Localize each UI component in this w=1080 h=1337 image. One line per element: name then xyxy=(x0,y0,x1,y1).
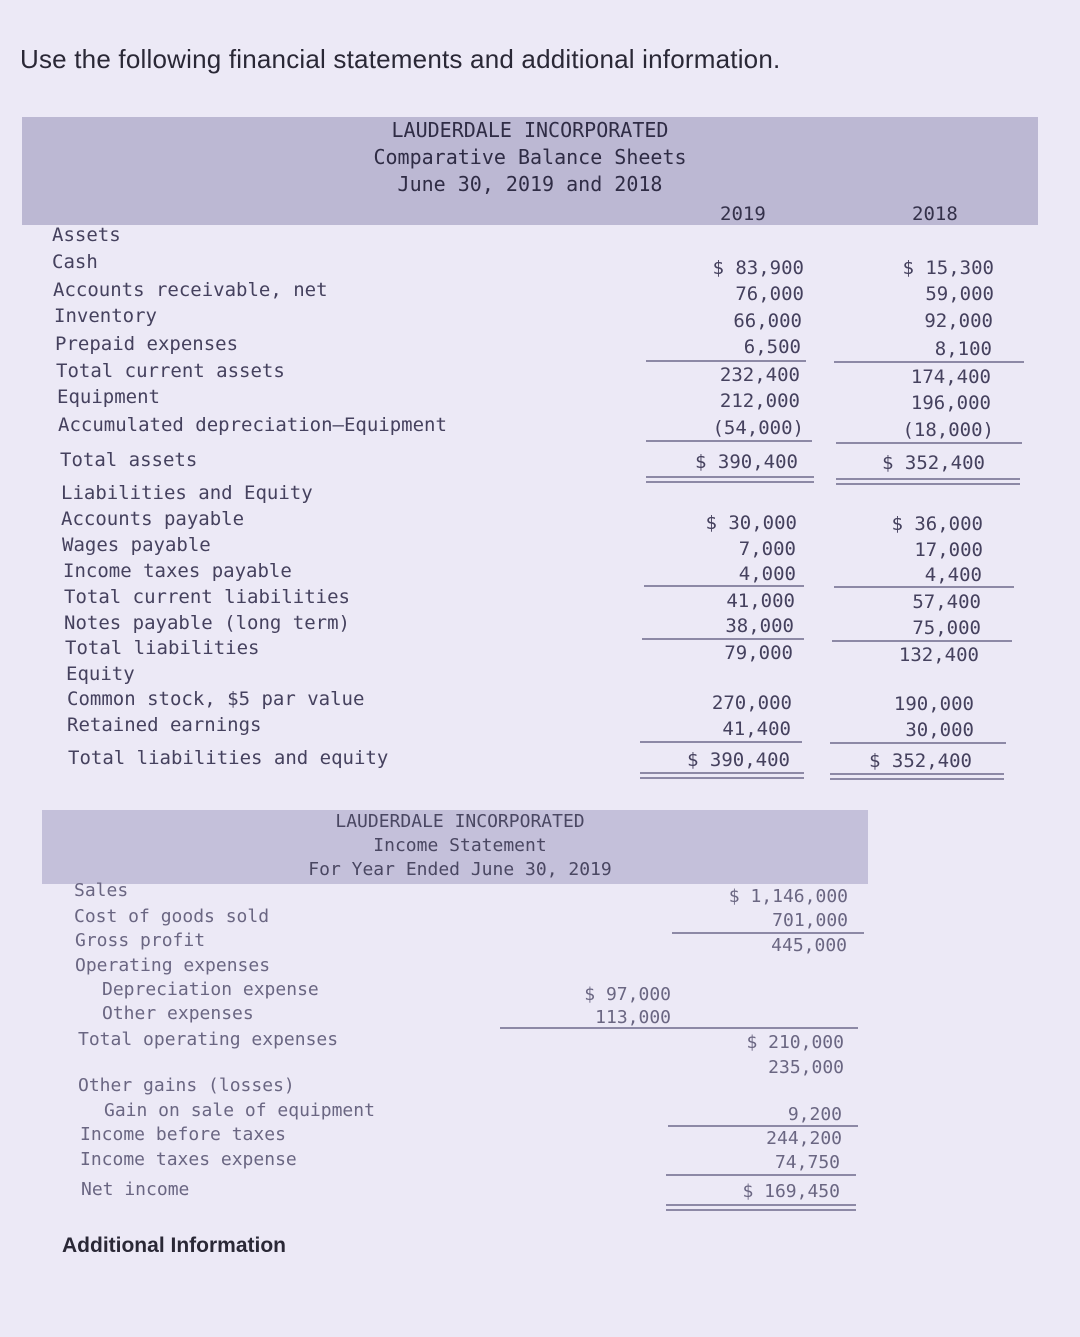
rule-current-assets-2018 xyxy=(834,361,1024,363)
wages-2019: 7,000 xyxy=(738,538,796,560)
total-liab-equity-2018: $ 352,400 xyxy=(869,750,972,772)
row-label-accum-dep: Accumulated depreciation—Equipment xyxy=(58,414,447,436)
row-label-notes-payable: Notes payable (long term) xyxy=(64,612,350,634)
total-current-liab-2019: 41,000 xyxy=(726,590,795,612)
total-liabilities-2018: 132,400 xyxy=(898,644,979,666)
row-label-wages: Wages payable xyxy=(62,534,211,556)
is-total-opex: $ 210,000 xyxy=(746,1032,844,1053)
is-gross: 445,000 xyxy=(771,935,847,956)
is-cogs: 701,000 xyxy=(772,910,848,931)
is-label-pretax: Income before taxes xyxy=(80,1124,286,1145)
prepaid-2019: 6,500 xyxy=(743,336,801,358)
row-label-equipment: Equipment xyxy=(57,386,160,408)
rule-equity-2019 xyxy=(640,741,802,743)
is-label-gross: Gross profit xyxy=(75,930,206,951)
inventory-2019: 66,000 xyxy=(733,310,802,332)
rule-equity-2018 xyxy=(830,742,1006,744)
row-label-total-current-liab: Total current liabilities xyxy=(64,586,350,608)
is-label-total-opex: Total operating expenses xyxy=(78,1029,339,1050)
row-label-common-stock: Common stock, $5 par value xyxy=(67,688,365,710)
notes-payable-2019: 38,000 xyxy=(725,615,794,637)
is-label-gain-sale: Gain on sale of equipment xyxy=(104,1100,375,1121)
balance-sheet-title xyxy=(300,117,760,198)
is-label-cogs: Cost of goods sold xyxy=(74,906,270,927)
total-current-liab-2018: 57,400 xyxy=(912,591,981,613)
equipment-2018: 196,000 xyxy=(910,392,991,414)
is-pretax: 244,200 xyxy=(766,1128,842,1149)
rule-liab-2019 xyxy=(642,638,804,640)
intro-text: Use the following financial statements and additional information. xyxy=(20,44,781,74)
row-label-total-liab-equity: Total liabilities and equity xyxy=(68,747,389,769)
is-period: For Year Ended June 30, 2019 xyxy=(308,859,612,880)
row-label-income-taxes-payable: Income taxes payable xyxy=(63,560,292,582)
is-label-other-gains: Other gains (losses) xyxy=(78,1075,295,1096)
total-current-assets-2018: 174,400 xyxy=(910,366,991,388)
ar-2019: 76,000 xyxy=(735,283,804,305)
cash-2018: $ 15,300 xyxy=(902,257,994,279)
total-current-assets-2019: 232,400 xyxy=(719,364,800,386)
is-label-other-expenses: Other expenses xyxy=(102,1003,254,1024)
common-stock-2018: 190,000 xyxy=(893,693,974,715)
row-label-total-assets: Total assets xyxy=(60,449,198,471)
double-rule-net-income xyxy=(666,1204,856,1211)
liabilities-heading: Liabilities and Equity xyxy=(61,482,313,504)
is-label-depreciation: Depreciation expense xyxy=(102,979,319,1000)
is-label-sales: Sales xyxy=(74,880,129,901)
notes-payable-2018: 75,000 xyxy=(912,617,981,639)
is-operating-income: 235,000 xyxy=(768,1057,844,1078)
total-assets-2018: $ 352,400 xyxy=(882,452,985,474)
income-taxes-payable-2019: 4,000 xyxy=(738,563,796,585)
is-label-net-income: Net income xyxy=(81,1179,190,1200)
bs-title: Comparative Balance Sheets xyxy=(373,145,687,169)
common-stock-2019: 270,000 xyxy=(711,692,792,714)
row-label-retained-earnings: Retained earnings xyxy=(67,714,262,736)
double-rule-equity-2018 xyxy=(830,773,1004,780)
income-taxes-payable-2018: 4,400 xyxy=(924,564,982,586)
is-title: Income Statement xyxy=(373,835,547,856)
accum-dep-2019: (54,000) xyxy=(712,417,804,439)
row-label-inventory: Inventory xyxy=(54,305,157,327)
is-label-tax: Income taxes expense xyxy=(80,1149,297,1170)
equipment-2019: 212,000 xyxy=(719,390,800,412)
is-other-expenses: 113,000 xyxy=(595,1007,671,1028)
total-assets-2019: $ 390,400 xyxy=(695,451,798,473)
row-label-total-liabilities: Total liabilities xyxy=(65,637,260,659)
rule-tax xyxy=(666,1174,856,1176)
is-tax: 74,750 xyxy=(774,1152,840,1173)
is-net-income: $ 169,450 xyxy=(742,1181,840,1202)
double-rule-assets-2018 xyxy=(836,478,1020,485)
double-rule-equity-2019 xyxy=(640,772,804,779)
year-2019-header: 2019 xyxy=(720,203,766,225)
retained-earnings-2018: 30,000 xyxy=(905,719,974,741)
double-rule-assets-2019 xyxy=(646,476,814,483)
retained-earnings-2019: 41,400 xyxy=(722,718,791,740)
inventory-2018: 92,000 xyxy=(924,310,993,332)
rule-current-liab-2019 xyxy=(644,585,804,587)
accum-dep-2018: (18,000) xyxy=(902,419,994,441)
rule-total-opex-top xyxy=(670,1027,858,1029)
rule-other-expenses xyxy=(500,1027,672,1029)
rule-assets-2019 xyxy=(646,440,812,442)
bs-company: LAUDERDALE INCORPORATED xyxy=(391,118,669,142)
prepaid-2018: 8,100 xyxy=(934,338,992,360)
year-2018-header: 2018 xyxy=(912,203,958,225)
ap-2018: $ 36,000 xyxy=(891,513,983,535)
total-liabilities-2019: 79,000 xyxy=(724,642,793,664)
is-gain-sale: 9,200 xyxy=(787,1104,842,1125)
rule-current-liab-2018 xyxy=(834,586,1014,588)
bs-date: June 30, 2019 and 2018 xyxy=(397,172,663,196)
rule-assets-2018 xyxy=(836,442,1022,444)
assets-heading: Assets xyxy=(52,224,121,246)
income-statement-title xyxy=(260,810,660,882)
additional-information-heading: Additional Information xyxy=(62,1234,286,1257)
rule-current-assets-2019 xyxy=(646,360,806,362)
is-company: LAUDERDALE INCORPORATED xyxy=(335,811,585,832)
total-liab-equity-2019: $ 390,400 xyxy=(687,749,790,771)
cash-2019: $ 83,900 xyxy=(712,257,804,279)
is-sales: $ 1,146,000 xyxy=(728,886,848,907)
equity-heading: Equity xyxy=(66,663,135,685)
row-label-prepaid: Prepaid expenses xyxy=(55,333,239,355)
is-label-opex: Operating expenses xyxy=(75,955,271,976)
row-label-ar: Accounts receivable, net xyxy=(53,279,328,301)
row-label-total-current-assets: Total current assets xyxy=(56,360,285,382)
ap-2019: $ 30,000 xyxy=(705,512,797,534)
row-label-ap: Accounts payable xyxy=(61,508,245,530)
row-label-cash: Cash xyxy=(52,251,98,273)
rule-liab-2018 xyxy=(832,640,1012,642)
wages-2018: 17,000 xyxy=(914,539,983,561)
is-depreciation: $ 97,000 xyxy=(584,984,671,1005)
ar-2018: 59,000 xyxy=(925,283,994,305)
